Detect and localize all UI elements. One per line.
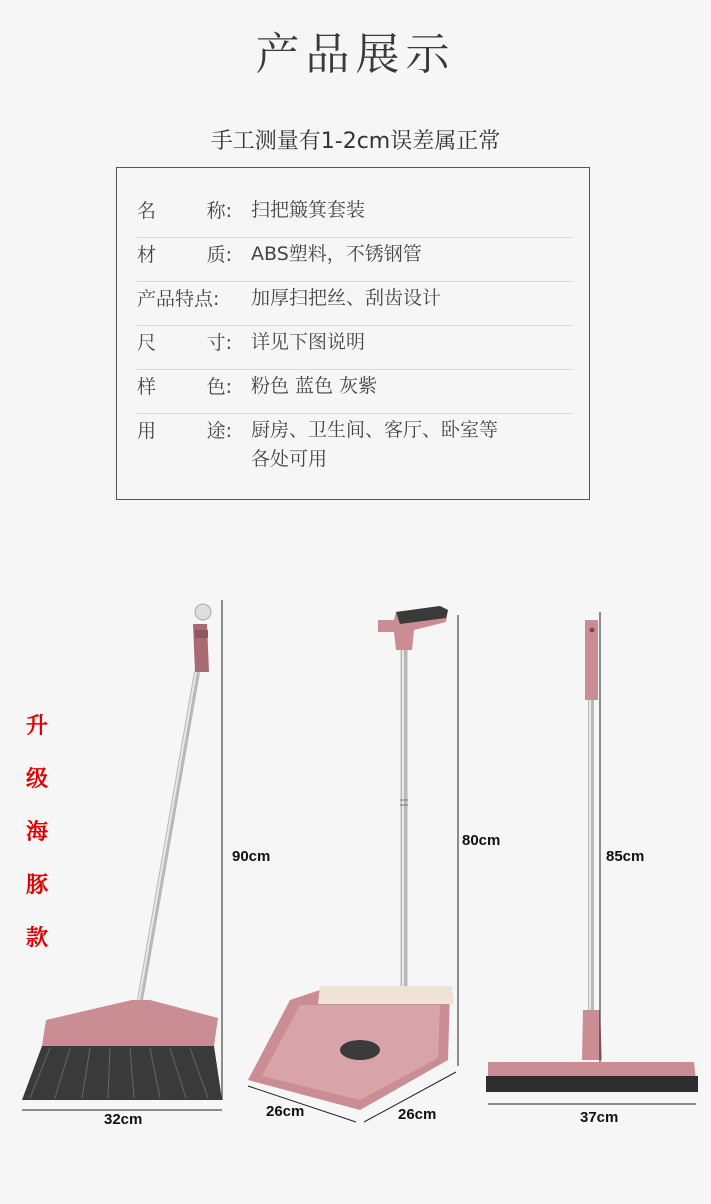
broom-head bbox=[42, 1000, 218, 1046]
spec-label: 产品特点: bbox=[137, 288, 220, 310]
dustpan-depth-label: 26cm bbox=[266, 1103, 305, 1120]
dustpan-teeth bbox=[318, 986, 454, 1004]
broom-knob bbox=[195, 604, 211, 620]
dustpan-logo bbox=[340, 1040, 380, 1060]
spec-value: 详见下图说明 bbox=[251, 331, 366, 353]
spec-value: 厨房、卫生间、客厅、卧室等 各处可用 bbox=[251, 419, 499, 470]
spec-value: 扫把簸箕套装 bbox=[251, 199, 366, 221]
broom-height-label: 90cm bbox=[232, 848, 271, 865]
spec-value: 粉色 蓝色 灰紫 bbox=[251, 375, 378, 397]
spec-value: 加厚扫把丝、刮齿设计 bbox=[251, 287, 442, 309]
broom-width-label: 32cm bbox=[104, 1111, 143, 1128]
spec-label: 用 途: bbox=[137, 420, 232, 442]
spec-value: ABS塑料，不锈钢管 bbox=[251, 243, 422, 265]
squeegee-blade bbox=[486, 1076, 698, 1092]
dustpan-height-label: 80cm bbox=[462, 832, 501, 849]
squeegee-height-label: 85cm bbox=[606, 848, 645, 865]
dustpan-width-label: 26cm bbox=[398, 1106, 437, 1123]
dustpan-image bbox=[248, 606, 458, 1122]
squeegee-width-label: 37cm bbox=[580, 1109, 619, 1126]
page-title: 产品展示 bbox=[255, 29, 456, 80]
squeegee-joint bbox=[582, 1010, 602, 1060]
spec-label: 样 色: bbox=[137, 376, 232, 398]
spec-label: 尺 寸: bbox=[137, 332, 232, 354]
spec-label: 材 质: bbox=[137, 244, 232, 266]
measurement-note: 手工测量有1-2cm误差属正常 bbox=[210, 129, 501, 154]
broom-image bbox=[22, 600, 222, 1110]
upgrade-badge: 升 级 海 豚 款 bbox=[25, 713, 48, 951]
squeegee-image bbox=[486, 612, 698, 1104]
spec-label: 名 称: bbox=[137, 200, 232, 222]
